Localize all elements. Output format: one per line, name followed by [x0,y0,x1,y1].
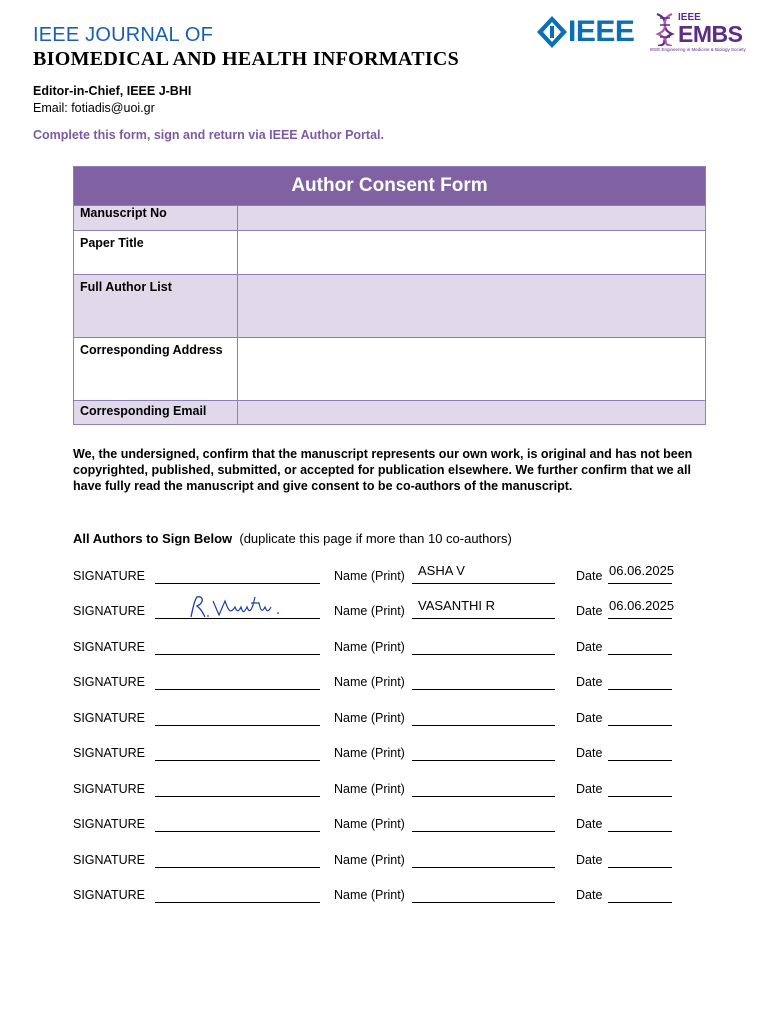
name-label: Name (Print) [334,675,405,689]
instructions-text: Complete this form, sign and return via IEEE Author Portal. [33,128,384,142]
date-value: 06.06.2025 [609,563,675,578]
label-full-author-list: Full Author List [74,275,238,337]
signature-line[interactable] [155,654,320,655]
date-line[interactable] [608,796,672,797]
date-label: Date [576,746,603,760]
name-line[interactable] [412,654,555,655]
date-line[interactable] [608,760,672,761]
signature-row [73,672,713,692]
date-line[interactable] [608,583,672,584]
row-paper-title [74,230,705,274]
embs-ieee-text: IEEE [678,12,701,23]
signature-label: SIGNATURE [73,746,145,760]
name-label: Name (Print) [334,640,405,654]
field-manuscript-no[interactable] [238,206,705,230]
field-corresponding-email[interactable] [238,401,705,424]
date-line[interactable] [608,831,672,832]
journal-name-line2: BIOMEDICAL AND HEALTH INFORMATICS [33,48,460,70]
name-line[interactable] [412,583,555,584]
date-line[interactable] [608,725,672,726]
signatures-heading-bold: All Authors to Sign Below [73,531,233,546]
ieee-logo-text: IEEE [568,15,635,48]
name-line[interactable] [412,867,555,868]
embs-tagline: IEEE Engineering in Medicine & Biology Society [650,47,746,52]
signature-row [73,708,713,728]
date-label: Date [576,640,603,654]
signature-label: SIGNATURE [73,675,145,689]
date-label: Date [576,711,603,725]
signature-line[interactable] [155,796,320,797]
name-label: Name (Print) [334,746,405,760]
signature-line[interactable] [155,725,320,726]
name-value: ASHA V [418,563,465,578]
date-line[interactable] [608,689,672,690]
embs-logo [650,12,762,56]
signature-line[interactable] [155,689,320,690]
label-corresponding-email: Corresponding Email [74,401,238,424]
signature-row [73,885,713,905]
row-corresponding-email [74,400,705,424]
signature-line[interactable] [155,583,320,584]
signature-row [73,743,713,763]
signature-row [73,563,713,586]
name-line[interactable] [412,618,555,619]
row-manuscript-no [74,205,705,230]
signature-label: SIGNATURE [73,640,145,654]
embs-logo-text: EMBS [678,21,743,47]
name-line[interactable] [412,689,555,690]
name-line[interactable] [412,725,555,726]
name-label: Name (Print) [334,853,405,867]
date-label: Date [576,817,603,831]
field-paper-title[interactable] [238,231,705,274]
name-label: Name (Print) [334,782,405,796]
signature-line[interactable] [155,760,320,761]
signature-row [73,598,713,621]
label-corresponding-address: Corresponding Address [74,338,238,400]
editor-title: Editor-in-Chief, IEEE J-BHI [33,84,192,98]
name-line[interactable] [412,831,555,832]
signature-label: SIGNATURE [73,569,145,583]
name-label: Name (Print) [334,711,405,725]
signature-row [73,814,713,834]
signature-label: SIGNATURE [73,817,145,831]
label-paper-title: Paper Title [74,231,238,274]
ieee-diamond-icon [536,15,568,49]
name-label: Name (Print) [334,604,405,618]
name-label: Name (Print) [334,888,405,902]
signature-label: SIGNATURE [73,853,145,867]
signature-line[interactable] [155,831,320,832]
date-label: Date [576,853,603,867]
label-manuscript-no: Manuscript No [74,206,238,230]
date-line[interactable] [608,867,672,868]
row-corresponding-address [74,337,705,400]
ieee-logo [536,14,642,50]
date-line[interactable] [608,618,672,619]
author-consent-table [73,166,706,425]
signature-label: SIGNATURE [73,888,145,902]
dna-helix-icon [652,12,678,46]
editor-email: Email: fotiadis@uoi.gr [33,101,155,115]
signature-row [73,850,713,870]
journal-name-line1: IEEE JOURNAL OF [33,24,214,46]
signature-label: SIGNATURE [73,604,145,618]
date-label: Date [576,675,603,689]
date-line[interactable] [608,654,672,655]
date-value: 06.06.2025 [609,598,675,613]
signature-label: SIGNATURE [73,782,145,796]
signature-row [73,637,713,657]
consent-statement: We, the undersigned, confirm that the manuscript represents our own work, is original and has not been copyrighted, published, submitted, or accepted for publication elsewhere. We further confirm that we all have fully read the manuscript and give consent to be co-authors of the manuscript. [73,447,693,493]
name-value: VASANTHI R [418,598,496,613]
field-full-author-list[interactable] [238,275,705,337]
signature-row [73,779,713,799]
name-line[interactable] [412,796,555,797]
name-line[interactable] [412,902,555,903]
signatures-heading [73,531,512,546]
date-label: Date [576,782,603,796]
field-corresponding-address[interactable] [238,338,705,400]
signatures-heading-note: (duplicate this page if more than 10 co-authors) [239,531,512,546]
form-title: Author Consent Form [74,167,705,205]
handwritten-signature [183,593,283,621]
name-label: Name (Print) [334,817,405,831]
row-full-author-list [74,274,705,337]
name-line[interactable] [412,760,555,761]
date-line[interactable] [608,902,672,903]
date-label: Date [576,569,603,583]
signature-line[interactable] [155,867,320,868]
signature-label: SIGNATURE [73,711,145,725]
signature-line[interactable] [155,902,320,903]
date-label: Date [576,604,603,618]
name-label: Name (Print) [334,569,405,583]
date-label: Date [576,888,603,902]
